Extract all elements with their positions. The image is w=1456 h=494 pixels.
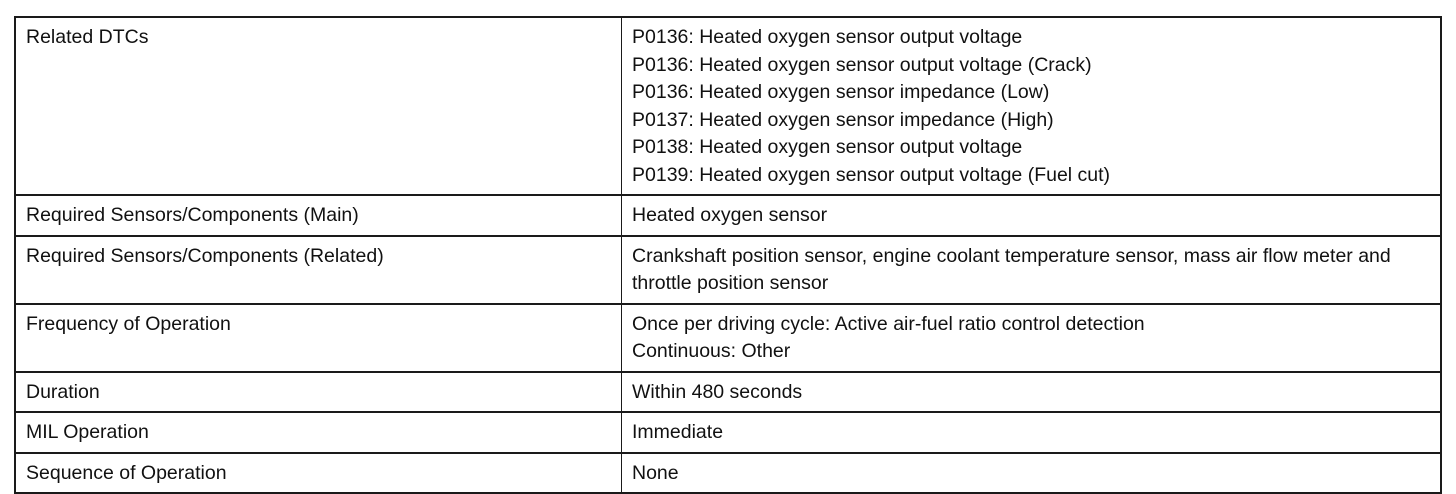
row-value <box>622 453 1442 494</box>
value-line: Within 480 seconds <box>632 380 803 403</box>
table-row-duration <box>15 372 1441 413</box>
row-label: Frequency of Operation <box>15 304 622 372</box>
table-row-related-sensors <box>15 236 1441 304</box>
row-value <box>622 372 1442 413</box>
dtc-line: P0136: Heated oxygen sensor output voltage (Crack) <box>632 53 1092 76</box>
table-row-main-sensors <box>15 195 1441 236</box>
dtc-line: P0139: Heated oxygen sensor output voltage (Fuel cut) <box>632 163 1111 186</box>
dtc-line: P0137: Heated oxygen sensor impedance (High) <box>632 108 1054 131</box>
row-value <box>622 195 1442 236</box>
row-label: Related DTCs <box>15 17 622 195</box>
row-value <box>622 304 1442 372</box>
row-value <box>622 17 1442 195</box>
dtc-line: P0138: Heated oxygen sensor output voltage <box>632 136 1023 158</box>
value-line: None <box>632 461 679 484</box>
row-value <box>622 236 1442 304</box>
value-line: Continuous: Other <box>632 340 791 362</box>
value-line: Immediate <box>632 421 724 443</box>
row-label: Required Sensors/Components (Related) <box>15 236 622 304</box>
table-row-sequence <box>15 453 1441 494</box>
row-label: Sequence of Operation <box>15 453 622 494</box>
row-value <box>622 412 1442 453</box>
row-label: Duration <box>15 372 622 413</box>
value-line: Heated oxygen sensor <box>632 204 828 226</box>
value-line: Crankshaft position sensor, engine coolant temperature sensor, mass air flow meter and throttle position sensor <box>632 244 1391 294</box>
dtc-line: P0136: Heated oxygen sensor impedance (Low) <box>632 81 1050 103</box>
row-label: MIL Operation <box>15 412 622 453</box>
table-row-related-dtcs <box>15 17 1441 195</box>
table-row-mil-operation <box>15 412 1441 453</box>
spec-table <box>14 16 1442 494</box>
dtc-line: P0136: Heated oxygen sensor output voltage <box>632 26 1023 48</box>
value-line: Once per driving cycle: Active air-fuel ratio control detection <box>632 312 1145 335</box>
row-label: Required Sensors/Components (Main) <box>15 195 622 236</box>
table-row-frequency <box>15 304 1441 372</box>
